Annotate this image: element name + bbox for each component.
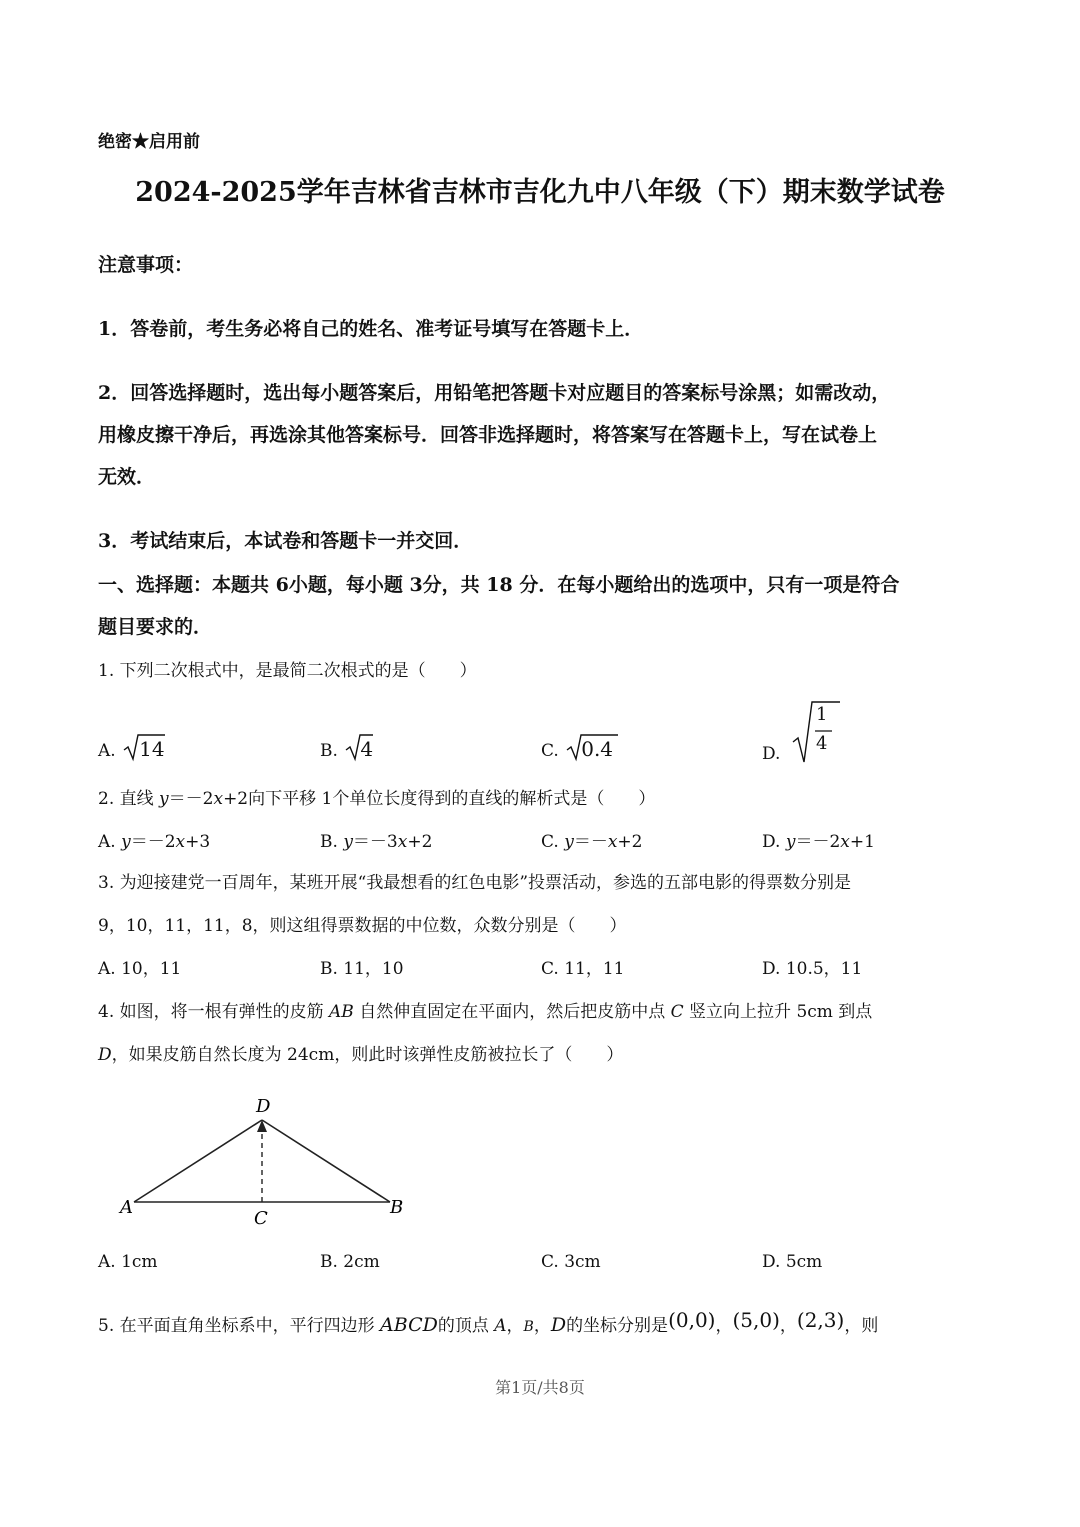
q2-d-mid: ＝－2 [795,832,841,852]
q2-d-x: x [840,832,850,852]
q5-var-b: B [523,1319,534,1335]
q4-var-ab: AB [329,1002,354,1022]
q1-option-c-radicand: 0.4 [581,737,614,761]
sqrt-fraction-symbol [790,700,840,764]
q2-eq-mid: ＝－2 [168,789,214,809]
q1-option-d-label: D. [762,744,781,764]
q4-option-d: D. 5cm [762,1252,823,1272]
q4-var-d: D [98,1045,112,1065]
q4-stem-line-2-text: ，如果皮筋自然长度为 24cm，则此时该弹性皮筋被拉长了（ ） [111,1045,624,1065]
q2-c-x: x [607,832,618,852]
label-b: B [390,1197,404,1218]
q3-option-d: D. 10.5，11 [762,959,863,979]
q4-option-c: C. 3cm [541,1252,601,1272]
notice-item-2-line-1: 2．回答选择题时，选出每小题答案后，用铅笔把答题卡对应题目的答案标号涂黑；如需改动， [98,382,891,404]
label-a: A [120,1197,133,1218]
q2-var-y: y [159,789,169,809]
q5-coord-d: (2,3) [796,1308,845,1332]
q5-stem-end: ，则 [844,1316,879,1336]
q4-option-b: B. 2cm [320,1252,380,1272]
q5-stem-mid2: 的坐标分别是 [566,1316,669,1336]
q5-sep-2: ， [533,1316,551,1336]
q2-b-mid: ＝－3 [352,832,398,852]
label-d: D [256,1096,271,1117]
notice-item-2-line-2: 用橡皮擦干净后，再选涂其他答案标号．回答非选择题时，将答案写在答题卡上，写在试卷上 [98,424,878,446]
q2-a-x: x [175,832,186,852]
q5-sep-3: ， [715,1316,733,1336]
q2-option-a [98,827,210,852]
q2-d-end: +1 [849,832,875,852]
q2-a-mid: ＝－2 [130,832,176,852]
question-3-stem-line-2: 9，10，11，11，8，则这组得票数据的中位数，众数分别是（ ） [98,916,627,936]
q2-option-c [541,827,642,852]
q2-c-y: y [564,832,574,852]
q2-c-end: +2 [617,832,643,852]
q1-option-b-label: B. [320,741,338,761]
q1-option-a-label: A. [98,741,116,761]
notice-item-1: 1．答卷前，考生务必将自己的姓名、准考证号填写在答题卡上． [98,318,644,340]
section-1-heading-line-1: 一、选择题：本题共 6小题，每小题 3分，共 18 分．在每小题给出的选项中，只有一项是符合 [98,574,900,596]
q4-stem-post: 竖立向上拉升 5cm 到点 [683,1002,873,1022]
q2-b-y: y [343,832,353,852]
q5-coord-b: (5,0) [732,1308,780,1332]
question-2-stem [98,784,655,809]
q1-option-d-denominator: 4 [816,733,828,754]
q4-triangle-figure [110,1090,420,1230]
q3-option-b: B. 11，10 [320,959,404,979]
q4-stem-mid: 自然伸直固定在平面内，然后把皮筋中点 [353,1002,671,1022]
notice-heading: 注意事项： [98,254,194,276]
q4-var-c: C [670,1002,684,1022]
question-3-stem-line-1: 3. 为迎接建党一百周年，某班开展“我最想看的红色电影”投票活动，参选的五部电影的得票数分别是 [98,873,852,893]
question-4-stem-line-2 [98,1040,623,1065]
segment-db [262,1120,390,1202]
q5-sep-1: ， [506,1316,524,1336]
notice-item-2-line-3: 无效． [98,466,156,488]
q2-a-end: +3 [185,832,211,852]
q2-b-label: B. [320,832,344,852]
q4-option-a: A. 1cm [98,1252,158,1272]
q3-option-c: C. 11，11 [541,959,625,979]
q2-option-b [320,827,432,852]
q5-sep-4: ， [779,1316,797,1336]
question-1-stem: 1. 下列二次根式中，是最简二次根式的是（ ） [98,661,477,681]
q5-var-abcd: ABCD [380,1314,438,1336]
q3-option-a: A. 10，11 [98,959,182,979]
q2-b-x: x [397,832,408,852]
q2-d-label: D. [762,832,786,852]
q2-var-x: x [213,789,224,809]
page-footer: 第1页/共8页 [495,1378,585,1397]
q2-option-d [762,827,875,852]
exam-title: 2024-2025学年吉林省吉林市吉化九中八年级（下）期末数学试卷 [135,177,945,208]
confidential-label: 绝密★启用前 [98,132,200,152]
q5-var-d: D [550,1314,567,1336]
q4-stem-pre: 4. 如图，将一根有弹性的皮筋 [98,1002,330,1022]
q1-option-d-numerator: 1 [816,704,828,725]
q5-var-a: A [494,1316,507,1336]
q1-option-c-label: C. [541,741,559,761]
q1-option-c [541,732,613,762]
q2-a-label: A. [98,832,122,852]
q2-stem-pre: 2. 直线 [98,789,160,809]
section-1-heading-line-2: 题目要求的． [98,616,213,638]
q2-a-y: y [121,832,131,852]
q1-option-a-radicand: 14 [139,737,165,761]
q5-coord-a: (0,0) [668,1308,716,1332]
q5-stem-mid1: 的顶点 [437,1316,495,1336]
question-4-stem-line-1 [98,997,872,1022]
label-c: C [254,1208,268,1229]
q2-c-label: C. [541,832,565,852]
question-5-stem [98,1308,878,1336]
q2-stem-post: 向下平移 1个单位长度得到的直线的解析式是（ ） [248,789,656,809]
notice-item-3: 3．考试结束后，本试卷和答题卡一并交回． [98,530,473,552]
segment-ad [134,1120,262,1202]
q2-eq-end: +2 [223,789,249,809]
q1-option-b [320,732,373,762]
q2-b-end: +2 [407,832,433,852]
q2-c-mid: ＝－ [573,832,608,852]
q5-stem-pre: 5. 在平面直角坐标系中，平行四边形 [98,1316,381,1336]
q1-option-a [98,732,165,762]
q2-d-y: y [785,832,796,852]
q1-option-b-radicand: 4 [360,737,374,761]
